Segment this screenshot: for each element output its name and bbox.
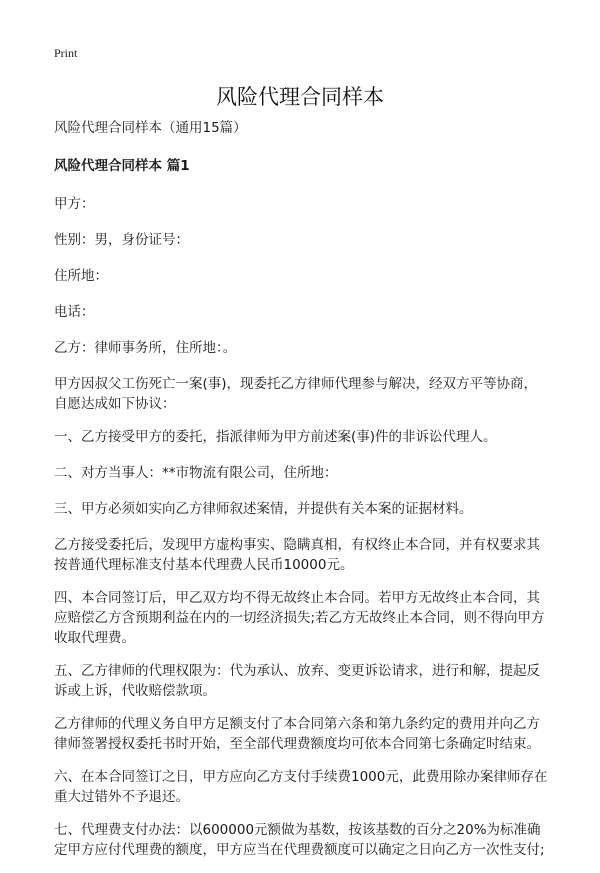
- preamble-paragraph: 甲方因叔父工伤死亡一案(事)，现委托乙方律师代理参与解决，经双方平等协商，自愿达成如下协议：: [54, 376, 538, 412]
- clause-5-supplement: 乙方律师的代理义务自甲方足额支付了本合同第六条和第九条约定的费用并向乙方律师签署授权委托书时开始，至全部代理费额度均可依本合同第七条确定时结束。: [54, 716, 540, 752]
- clause-6: 六、在本合同签订之日，甲方应向乙方支付手续费1000元，此费用除办案律师存在重大过错外不予退还。: [54, 769, 548, 805]
- clause-7: 七、代理费支付办法：以600000元额做为基数，按该基数的百分之20%为标准确定甲方应付代理费的额度，甲方应当在代理费额度可以确定之日向乙方一次性支付;: [54, 822, 545, 858]
- clause-3-supplement: 乙方接受委托后，发现甲方虚构事实、隐瞒真相，有权终止本合同，并有权要求其按普通代理标准支付基本代理费人民币10000元。: [54, 537, 540, 573]
- clause-1: 一、乙方接受甲方的委托，指派律师为甲方前述案(事)件的非诉讼代理人。: [54, 429, 497, 445]
- gender-id-line: 性别：男，身份证号：: [54, 232, 189, 248]
- print-label: Print: [54, 46, 78, 60]
- document-body: [54, 118, 550, 873]
- party-a-label: 甲方：: [54, 196, 95, 212]
- section-title: 风险代理合同样本 篇1: [54, 158, 190, 174]
- clause-4: 四、本合同签订后，甲乙双方均不得无故终止本合同。若甲方无故终止本合同，其应赔偿乙方含预期利益在内的一切经济损失;若乙方无故终止本合同，则不得向甲方收取代理费。: [54, 590, 545, 646]
- party-b-line: 乙方：律师事务所，住所地：。: [54, 340, 237, 356]
- clause-3: 三、甲方必须如实向乙方律师叙述案情，并提供有关本案的证据材料。: [54, 501, 473, 517]
- clause-2: 二、对方当事人：**市物流有限公司，住所地：: [54, 465, 338, 481]
- phone-line: 电话：: [54, 304, 95, 320]
- address-line: 住所地：: [54, 268, 108, 284]
- document-heading-line: 风险代理合同样本（通用15篇）: [54, 120, 247, 136]
- clause-5: 五、乙方律师的代理权限为：代为承认、放弃、变更诉讼请求，进行和解，提起反诉或上诉，代收赔偿款项。: [54, 663, 540, 699]
- document-title: 风险代理合同样本: [216, 85, 384, 109]
